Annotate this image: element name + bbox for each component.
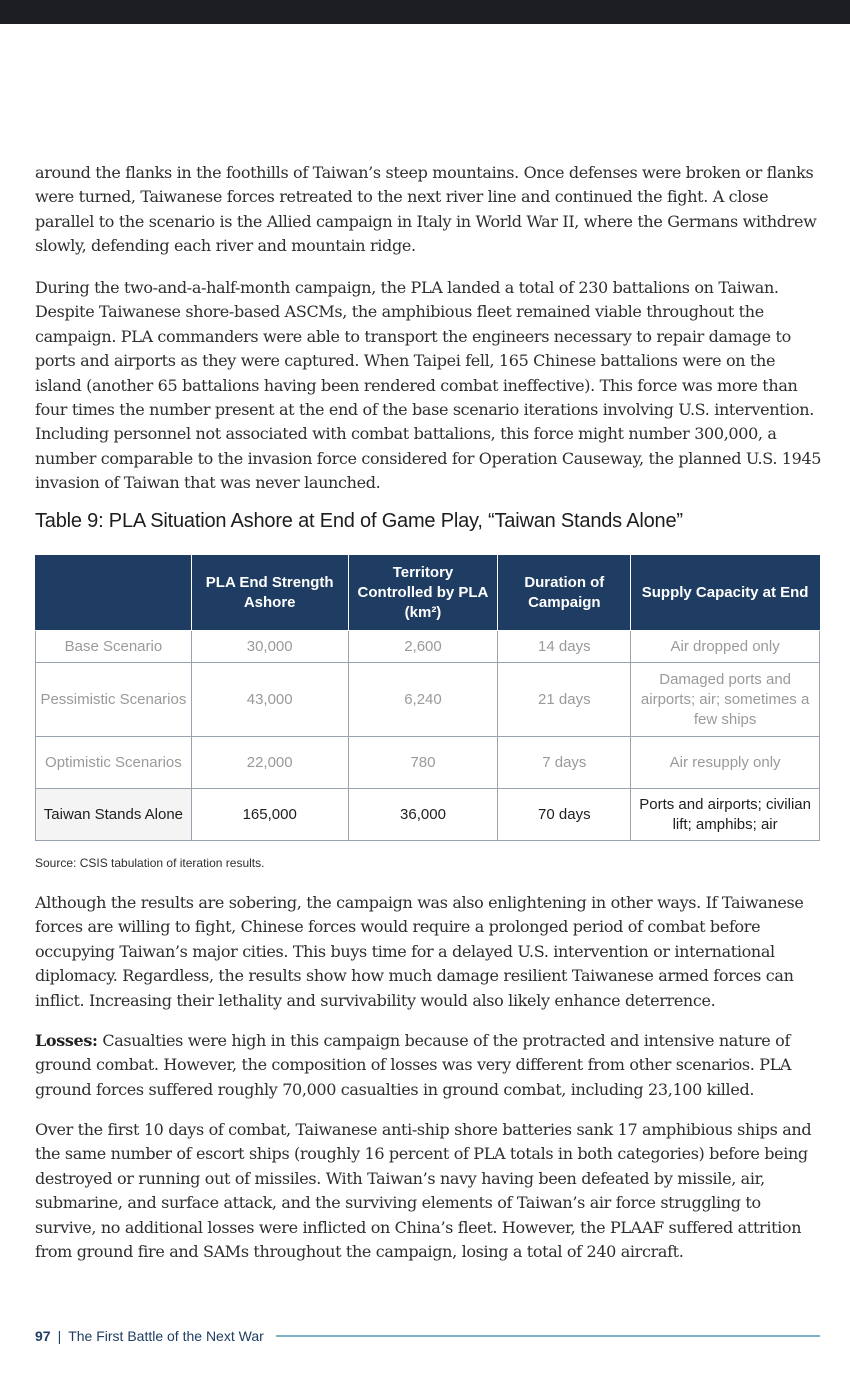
cell-territory: 2,600 bbox=[348, 631, 498, 663]
losses-text: Casualties were high in this campaign because of the protracted and intensive nature of ground combat. However, the composition of losses was very different from other scenarios. PLA ground forces suffered roughly 70,000 casualties in ground combat, including 23,100 killed. bbox=[35, 1031, 792, 1099]
losses-label: Losses: bbox=[35, 1031, 98, 1050]
row-label: Taiwan Stands Alone bbox=[36, 789, 192, 841]
header-empty bbox=[36, 556, 192, 631]
cell-supply: Ports and airports; civilian lift; amphibs; air bbox=[631, 789, 820, 841]
row-label: Pessimistic Scenarios bbox=[36, 663, 192, 737]
row-label: Optimistic Scenarios bbox=[36, 737, 192, 789]
cell-territory: 36,000 bbox=[348, 789, 498, 841]
cell-supply: Air dropped only bbox=[631, 631, 820, 663]
paragraph-1: around the flanks in the foothills of Taiwan’s steep mountains. Once defenses were broken or flanks were turned, Taiwanese forces retreated to the next river line and continued the fight. A close parallel to the scenario is the Allied campaign in Italy in World War II, where the Germans withdrew slowly, defending each river and mountain ridge. bbox=[35, 163, 817, 256]
footer-title: The First Battle of the Next War bbox=[68, 1328, 264, 1344]
table-row-highlight bbox=[36, 789, 820, 841]
cell-duration: 14 days bbox=[498, 631, 631, 663]
paragraph-3: Although the results are sobering, the campaign was also enlightening in other ways. If Taiwanese forces are willing to fight, Chinese forces would require a prolonged period of combat before occupying Taiwan’s major cities. This buys time for a delayed U.S. intervention or international diplomacy. Regardless, the results show how much damage resilient Taiwanese armed forces can inflict. Increasing their lethality and survivability would also likely enhance deterrence. bbox=[35, 893, 804, 1010]
paragraph-2: During the two-and-a-half-month campaign, the PLA landed a total of 230 battalions on Taiwan. Despite Taiwanese shore-based ASCMs, the amphibious fleet remained viable throughout the campaign. PLA commanders were able to transport the engineers necessary to repair damage to ports and airports as they were captured. When Taipei fell, 165 Chinese battalions were on the island (another 65 battalions having been rendered combat ineffective). This force was more than four times the number present at the end of the base scenario iterations involving U.S. intervention. Including personnel not associated with combat battalions, this force might number 300,000, a number comparable to the invasion force considered for Operation Causeway, the planned U.S. 1945 invasion of Taiwan that was never launched. bbox=[35, 278, 822, 493]
page-number: 97 bbox=[35, 1328, 51, 1344]
table-row bbox=[36, 631, 820, 663]
cell-duration: 70 days bbox=[498, 789, 631, 841]
cell-strength: 30,000 bbox=[191, 631, 348, 663]
page-footer bbox=[35, 1326, 820, 1346]
footer-separator: | bbox=[57, 1328, 62, 1344]
cell-supply: Damaged ports and airports; air; sometimes a few ships bbox=[631, 663, 820, 737]
header-territory: Territory Controlled by PLA (km²) bbox=[348, 556, 498, 631]
table-source: Source: CSIS tabulation of iteration results. bbox=[35, 856, 265, 870]
situation-table bbox=[35, 555, 820, 841]
table-row bbox=[36, 737, 820, 789]
header-end-strength: PLA End Strength Ashore bbox=[191, 556, 348, 631]
cell-territory: 780 bbox=[348, 737, 498, 789]
cell-strength: 22,000 bbox=[191, 737, 348, 789]
table-row bbox=[36, 663, 820, 737]
top-bar bbox=[0, 0, 850, 24]
row-label: Base Scenario bbox=[36, 631, 192, 663]
cell-territory: 6,240 bbox=[348, 663, 498, 737]
cell-strength: 43,000 bbox=[191, 663, 348, 737]
table-header-row bbox=[36, 556, 820, 631]
cell-strength: 165,000 bbox=[191, 789, 348, 841]
cell-supply: Air resupply only bbox=[631, 737, 820, 789]
table-title: Table 9: PLA Situation Ashore at End of Game Play, “Taiwan Stands Alone” bbox=[35, 510, 683, 532]
header-supply: Supply Capacity at End bbox=[631, 556, 820, 631]
cell-duration: 21 days bbox=[498, 663, 631, 737]
footer-rule bbox=[276, 1335, 820, 1337]
cell-duration: 7 days bbox=[498, 737, 631, 789]
paragraph-5: Over the first 10 days of combat, Taiwanese anti-ship shore batteries sank 17 amphibious ships and the same number of escort ships (roughly 16 percent of PLA totals in both categories) before being destroyed or running out of missiles. With Taiwan’s navy having been defeated by missile, air, submarine, and surface attack, and the surviving elements of Taiwan’s air force struggling to survive, no additional losses were inflicted on China’s fleet. However, the PLAAF suffered attrition from ground fire and SAMs throughout the campaign, losing a total of 240 aircraft. bbox=[35, 1120, 812, 1262]
paragraph-losses bbox=[35, 1029, 825, 1102]
header-duration: Duration of Campaign bbox=[498, 556, 631, 631]
